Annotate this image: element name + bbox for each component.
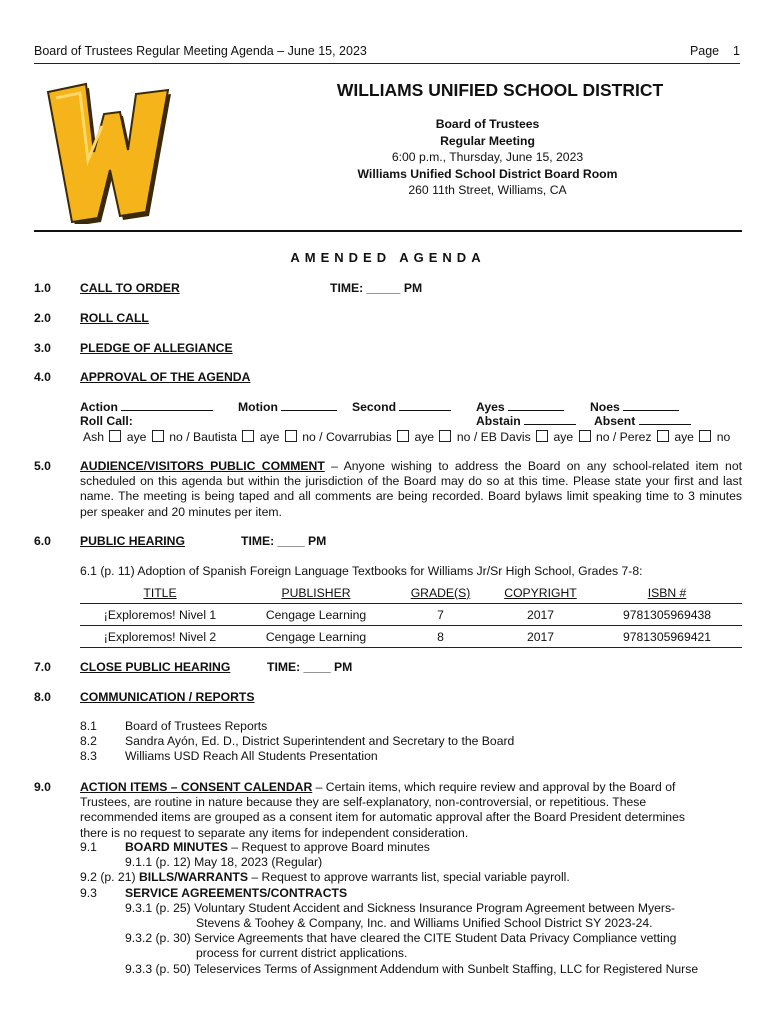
section-rule	[34, 230, 742, 232]
table-cell: Cengage Learning	[240, 626, 392, 648]
table-row	[80, 626, 742, 648]
vote-roll-call: Roll Call:	[80, 414, 133, 428]
meeting-line: Williams Unified School District Board Room	[357, 166, 618, 181]
checkbox[interactable]	[242, 430, 254, 442]
table-header-row	[80, 582, 742, 604]
meeting-info	[200, 116, 770, 199]
header-rule	[34, 63, 740, 64]
table-cell: 2017	[489, 604, 592, 626]
item-number: 1.0	[34, 281, 51, 295]
roll-call-row: Ash aye no / Bautista aye no / Covarrubias aye no / EB Davis aye no / Perez aye no	[83, 430, 731, 444]
item-number: 5.0	[34, 459, 51, 473]
vote-action: Action	[80, 400, 213, 414]
item-label: APPROVAL OF THE AGENDA	[80, 370, 251, 384]
textbook-table	[80, 582, 742, 648]
title-block	[220, 80, 770, 101]
checkbox[interactable]	[439, 430, 451, 442]
meeting-line: Regular Meeting	[440, 133, 535, 148]
consent-items	[80, 840, 750, 977]
list-item: 9.3.1 (p. 25) Voluntary Student Accident and Sickness Insurance Program Agreement between Myers-	[125, 900, 676, 915]
item-label: PUBLIC HEARING	[80, 534, 185, 548]
item-number: 8.0	[34, 690, 51, 704]
list-item: 9.2 (p. 21) BILLS/WARRANTS – Request to approve warrants list, special variable payroll.	[80, 870, 570, 885]
meeting-line: Board of Trustees	[435, 117, 540, 131]
header-title: Board of Trustees Regular Meeting Agenda – June 15, 2023	[34, 44, 367, 58]
column-header: COPYRIGHT	[489, 582, 592, 604]
list-item: 9.3.2 (p. 30) Service Agreements that have cleared the CITE Student Data Privacy Compliance vetting	[125, 931, 677, 946]
checkbox[interactable]	[152, 430, 164, 442]
checkbox[interactable]	[699, 430, 711, 442]
list-item: 8.1 Board of Trustees Reports	[80, 719, 268, 733]
table-cell: Cengage Learning	[240, 604, 392, 626]
column-header: ISBN #	[592, 582, 742, 604]
vote-ayes: Ayes	[476, 400, 564, 414]
vote-noes: Noes	[590, 400, 679, 414]
list-item: 8.2 Sandra Ayón, Ed. D., District Superintendent and Secretary to the Board	[80, 734, 515, 749]
meeting-line: 6:00 p.m., Thursday, June 15, 2023	[391, 150, 584, 164]
item-number: 6.0	[34, 534, 51, 548]
item-label: CLOSE PUBLIC HEARING	[80, 660, 231, 674]
column-header: GRADE(S)	[392, 582, 489, 604]
checkbox[interactable]	[536, 430, 548, 442]
vote-motion: Motion	[238, 400, 337, 414]
item-label: ROLL CALL	[80, 311, 149, 325]
vote-second: Second	[352, 400, 451, 414]
public-comment-paragraph: AUDIENCE/VISITORS PUBLIC COMMENT – Anyone wishing to address the Board on any school-related item not scheduled on this agenda but within the jurisdiction of the Board may do so at this time. Please state your first and last name. The meeting is being taped and all comments are being recorded. Board bylaws limit speaking time to 3 minutes per speaker and 20 minutes per item.	[80, 459, 742, 519]
agenda-title: AMENDED AGENDA	[290, 250, 486, 265]
district-w-logo	[42, 74, 172, 224]
table-cell: 2017	[489, 626, 592, 648]
list-item: process for current district applications.	[196, 946, 408, 961]
district-name: WILLIAMS UNIFIED SCHOOL DISTRICT	[336, 80, 664, 100]
table-cell: ¡Exploremos! Nivel 1	[80, 604, 240, 626]
reports-list	[80, 719, 514, 765]
running-header	[34, 44, 740, 58]
list-item: 9.1 BOARD MINUTES – Request to approve Board minutes	[80, 840, 430, 854]
consent-calendar-paragraph: ACTION ITEMS – CONSENT CALENDAR – Certain items, which require review and approval by the Board of Trustees, are routine in nature because they are self-explanatory, non-controversial, or repetitious. These recommended items are grouped as a consent item for automatic approval after the Board President determines there is no request to separate any items for independent consideration.	[80, 780, 685, 840]
list-item: 8.3 Williams USD Reach All Students Presentation	[80, 749, 378, 764]
table-cell: ¡Exploremos! Nivel 2	[80, 626, 240, 648]
item-number: 2.0	[34, 311, 51, 325]
vote-absent: Absent	[594, 414, 691, 428]
table-cell: 7	[392, 604, 489, 626]
page-number: Page 1	[689, 44, 740, 58]
table-row	[80, 604, 742, 626]
item-time: TIME: _____ PM	[330, 281, 423, 295]
item-label: PLEDGE OF ALLEGIANCE	[80, 341, 233, 355]
checkbox[interactable]	[109, 430, 121, 442]
hearing-subitem: 6.1 (p. 11) Adoption of Spanish Foreign Language Textbooks for Williams Jr/Sr High School, Grades 7-8:	[80, 564, 643, 578]
checkbox[interactable]	[657, 430, 669, 442]
item-time: TIME: ____ PM	[241, 534, 327, 548]
column-header: PUBLISHER	[240, 582, 392, 604]
list-item: 9.3 SERVICE AGREEMENTS/CONTRACTS	[80, 885, 348, 900]
item-time: TIME: ____ PM	[267, 660, 353, 674]
meeting-line: 260 11th Street, Williams, CA	[408, 183, 567, 197]
checkbox[interactable]	[285, 430, 297, 442]
item-number: 4.0	[34, 370, 51, 384]
table-cell: 9781305969438	[592, 604, 742, 626]
item-number: 9.0	[34, 780, 51, 794]
table-cell: 8	[392, 626, 489, 648]
item-number: 3.0	[34, 341, 51, 355]
item-label: CALL TO ORDER	[80, 281, 180, 295]
item-number: 7.0	[34, 660, 51, 674]
list-item: 9.1.1 (p. 12) May 18, 2023 (Regular)	[125, 855, 323, 870]
vote-abstain: Abstain	[476, 414, 576, 428]
checkbox[interactable]	[397, 430, 409, 442]
list-item: Stevens & Toohey & Company, Inc. and Williams Unified School District SY 2023-24.	[196, 916, 653, 931]
checkbox[interactable]	[579, 430, 591, 442]
item-label: COMMUNICATION / REPORTS	[80, 690, 255, 704]
column-header: TITLE	[80, 582, 240, 604]
list-item: 9.3.3 (p. 50) Teleservices Terms of Assignment Addendum with Sunbelt Staffing, LLC for Registered Nurse	[125, 961, 699, 976]
table-cell: 9781305969421	[592, 626, 742, 648]
